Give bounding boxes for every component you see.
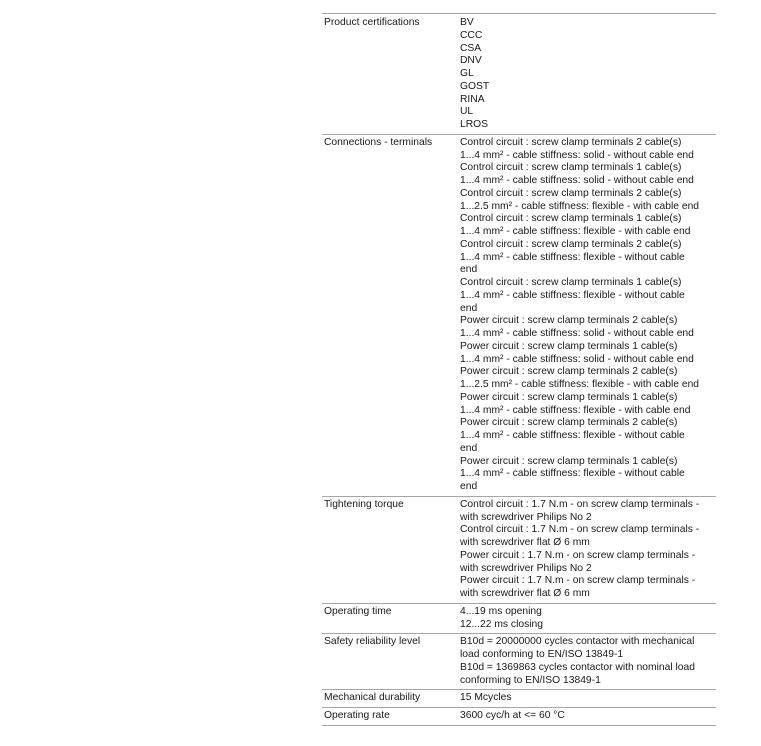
spec-value-line: 1...4 mm² - cable stiffness: solid - without cable end [460, 175, 694, 186]
spec-value-line: 1...4 mm² - cable stiffness: solid - without cable end [460, 149, 694, 161]
spec-value-line: 1...4 mm² - cable stiffness: solid - without cable end [460, 353, 694, 365]
spec-value-line: 1...4 mm² - cable stiffness: flexible - without cable [460, 468, 685, 480]
spec-value-line: 1...2.5 mm² - cable stiffness: flexible - with cable end [460, 379, 700, 390]
spec-value [460, 14, 716, 135]
spec-value-line: 3600 cyc/h at <= 60 °C [460, 710, 565, 721]
spec-value [460, 708, 716, 726]
spec-label: Operating rate [324, 710, 390, 721]
spec-value-line: end [460, 481, 478, 492]
spec-label: Tightening torque [324, 498, 404, 510]
spec-value-line: Control circuit : 1.7 N.m - on screw clamp terminals - [460, 498, 700, 510]
spec-value-line: with screwdriver Philips No 2 [460, 511, 592, 523]
spec-label: Mechanical durability [324, 692, 421, 704]
spec-value-line: Power circuit : 1.7 N.m - on screw clamp terminals - [460, 549, 696, 561]
spec-value-line: RINA [460, 93, 485, 105]
spec-value [460, 690, 716, 708]
spec-value-line: with screwdriver flat Ø 6 mm [460, 588, 590, 599]
spec-value-line: BV [460, 17, 474, 28]
spec-value-line: 1...4 mm² - cable stiffness: flexible - without cable [460, 251, 685, 263]
spec-value-line: 1...4 mm² - cable stiffness: flexible - with cable end [460, 226, 691, 237]
spec-value-line: Power circuit : screw clamp terminals 2 cable(s) [460, 417, 678, 429]
spec-value-line: 1...2.5 mm² - cable stiffness: flexible - with cable end [460, 200, 700, 212]
spec-label: Operating time [324, 605, 392, 617]
spec-value-line: 1...4 mm² - cable stiffness: flexible - without cable [460, 430, 685, 441]
spec-row [322, 634, 716, 690]
spec-value-line: Control circuit : screw clamp terminals 1 cable(s) [460, 162, 682, 174]
specifications-table [322, 13, 716, 726]
spec-value [460, 603, 716, 634]
spec-value-line: CCC [460, 29, 483, 41]
spec-value-line: CSA [460, 42, 482, 54]
spec-row [322, 496, 716, 603]
spec-value-line: Control circuit : screw clamp terminals 2 cable(s) [460, 238, 682, 250]
spec-value-line: Control circuit : 1.7 N.m - on screw clamp terminals - [460, 524, 700, 536]
spec-value-line: conforming to EN/ISO 13849-1 [460, 674, 601, 686]
spec-value-line: GOST [460, 80, 490, 92]
spec-row [322, 134, 716, 496]
spec-value [460, 634, 716, 690]
spec-label: Safety reliability level [324, 636, 421, 648]
spec-value-line: LROS [460, 119, 489, 130]
spec-value-line: UL [460, 106, 474, 118]
spec-value-line: B10d = 1369863 cycles contactor with nominal load [460, 661, 695, 673]
spec-value-line: Power circuit : screw clamp terminals 1 cable(s) [460, 340, 678, 352]
spec-value-line: B10d = 20000000 cycles contactor with mechanical [460, 636, 695, 648]
spec-label: Product certifications [324, 17, 420, 28]
spec-row [322, 14, 716, 135]
spec-row [322, 603, 716, 634]
spec-value-line: end [460, 264, 478, 276]
spec-value-line: 12...22 ms closing [460, 618, 543, 630]
spec-value-line: 1...4 mm² - cable stiffness: flexible - with cable end [460, 404, 691, 416]
spec-value-line: end [460, 302, 478, 314]
spec-value [460, 134, 716, 496]
spec-value-line: end [460, 442, 478, 454]
spec-value-line: Power circuit : screw clamp terminals 2 cable(s) [460, 315, 678, 327]
spec-value-line: Control circuit : screw clamp terminals 2 cable(s) [460, 187, 682, 199]
spec-value-line: Control circuit : screw clamp terminals 1 cable(s) [460, 277, 682, 288]
spec-value-line: with screwdriver Philips No 2 [460, 562, 592, 574]
spec-value-line: 4...19 ms opening [460, 605, 542, 617]
spec-value-line: load conforming to EN/ISO 13849-1 [460, 649, 624, 660]
spec-label: Connections - terminals [324, 136, 433, 148]
spec-value [460, 496, 716, 603]
spec-value-line: Control circuit : screw clamp terminals 2 cable(s) [460, 136, 682, 148]
spec-row [322, 708, 716, 726]
spec-value-line: GL [460, 68, 474, 79]
spec-value-line: DNV [460, 55, 482, 67]
spec-value-line: with screwdriver flat Ø 6 mm [460, 537, 590, 548]
spec-value-line: 15 Mcycles [460, 692, 512, 704]
spec-value-line: Power circuit : screw clamp terminals 2 cable(s) [460, 366, 678, 378]
spec-value-line: Power circuit : 1.7 N.m - on screw clamp terminals - [460, 575, 696, 587]
spec-value-line: 1...4 mm² - cable stiffness: solid - without cable end [460, 328, 694, 339]
spec-row [322, 690, 716, 708]
spec-value-line: Control circuit : screw clamp terminals 1 cable(s) [460, 213, 682, 225]
spec-value-line: Power circuit : screw clamp terminals 1 cable(s) [460, 455, 678, 467]
specifications-body [322, 14, 716, 726]
spec-value-line: 1...4 mm² - cable stiffness: flexible - without cable [460, 289, 685, 301]
spec-value-line: Power circuit : screw clamp terminals 1 cable(s) [460, 391, 678, 403]
